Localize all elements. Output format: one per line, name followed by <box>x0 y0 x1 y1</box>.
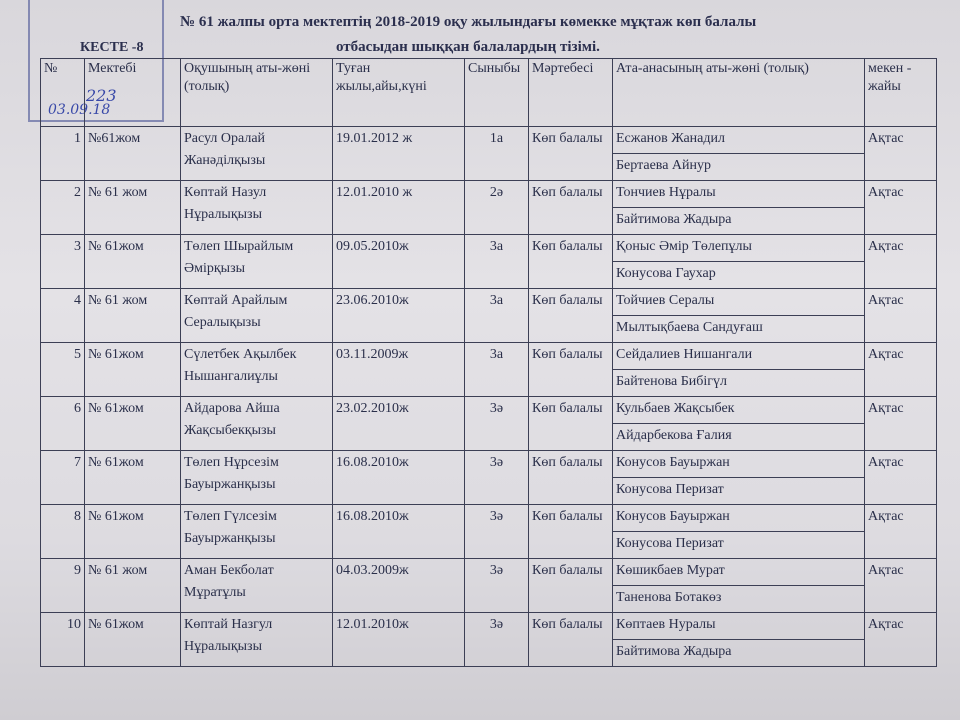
title-line-2: отбасыдан шыққан балалардың тізімі. <box>336 39 600 55</box>
row-parents <box>613 397 865 451</box>
row-parents <box>613 343 865 397</box>
row-class: 3ә <box>465 505 529 559</box>
row-father: Конусов Бауыржан <box>613 505 864 532</box>
table-row <box>41 289 937 343</box>
row-mother: Конусова Перизат <box>616 536 724 551</box>
row-address: Ақтас <box>865 343 937 397</box>
row-class: 1а <box>465 127 529 181</box>
header-student-name: Оқушының аты-жөні (толық) <box>181 59 333 127</box>
row-birth-date: 16.08.2010ж <box>333 451 465 505</box>
row-birth-date: 12.01.2010ж <box>333 613 465 667</box>
row-mother: Мылтықбаева Сандуғаш <box>616 320 763 335</box>
row-student-name: Төлеп Шырайлым Әмірқызы <box>181 235 333 289</box>
row-birth-date: 23.06.2010ж <box>333 289 465 343</box>
row-school: № 61 жом <box>85 559 181 613</box>
row-mother: Бертаева Айнур <box>616 158 712 173</box>
row-address: Ақтас <box>865 289 937 343</box>
row-birth-date: 19.01.2012 ж <box>333 127 465 181</box>
row-father: Конусов Бауыржан <box>613 451 864 478</box>
row-class: 3а <box>465 235 529 289</box>
row-student-name: Сүлетбек Ақылбек Нышангалиұлы <box>181 343 333 397</box>
row-father: Қоныс Әмір Төлепұлы <box>613 235 864 262</box>
row-school: № 61 жом <box>85 289 181 343</box>
row-status: Көп балалы <box>529 505 613 559</box>
handwritten-date: 03.09.18 <box>48 102 111 118</box>
row-status: Көп балалы <box>529 127 613 181</box>
row-student-name: Көптай Назгул Нұралықызы <box>181 613 333 667</box>
row-father: Тончиев Нұралы <box>613 181 864 208</box>
row-mother: Конусова Гаухар <box>616 266 716 281</box>
row-school: № 61жом <box>85 397 181 451</box>
row-status: Көп балалы <box>529 397 613 451</box>
row-school: № 61жом <box>85 613 181 667</box>
row-number: 9 <box>41 559 85 613</box>
row-status: Көп балалы <box>529 289 613 343</box>
header-no: № <box>41 59 85 127</box>
header-class: Сыныбы <box>465 59 529 127</box>
row-birth-date: 12.01.2010 ж <box>333 181 465 235</box>
title-line-1: № 61 жалпы орта мектептің 2018-2019 оқу жылындағы көмекке мұқтаж көп балалы <box>180 14 757 30</box>
table-row <box>41 235 937 289</box>
row-class: 3а <box>465 289 529 343</box>
table-row <box>41 613 937 667</box>
row-address: Ақтас <box>865 235 937 289</box>
row-mother: Байтимова Жадыра <box>616 644 732 659</box>
table-row <box>41 181 937 235</box>
row-birth-date: 04.03.2009ж <box>333 559 465 613</box>
row-status: Көп балалы <box>529 235 613 289</box>
row-status: Көп балалы <box>529 181 613 235</box>
header-birth-date: Туған жылы,айы,күні <box>333 59 465 127</box>
row-address: Ақтас <box>865 397 937 451</box>
row-student-name: Айдарова Айша Жақсыбекқызы <box>181 397 333 451</box>
row-status: Көп балалы <box>529 559 613 613</box>
row-mother: Байтимова Жадыра <box>616 212 732 227</box>
row-class: 2ә <box>465 181 529 235</box>
handwritten-number: 223 <box>86 86 117 105</box>
row-school: № 61жом <box>85 451 181 505</box>
row-class: 3ә <box>465 397 529 451</box>
row-parents <box>613 613 865 667</box>
document-title <box>180 14 900 56</box>
table-header-row <box>41 59 937 127</box>
row-class: 3ә <box>465 613 529 667</box>
row-number: 3 <box>41 235 85 289</box>
header-status: Мәртебесі <box>529 59 613 127</box>
row-mother: Айдарбекова Ғалия <box>616 428 732 443</box>
table-row <box>41 397 937 451</box>
students-table <box>40 58 937 667</box>
row-number: 4 <box>41 289 85 343</box>
row-father: Көптаев Нуралы <box>613 613 864 640</box>
row-number: 6 <box>41 397 85 451</box>
row-status: Көп балалы <box>529 613 613 667</box>
row-number: 2 <box>41 181 85 235</box>
row-number: 7 <box>41 451 85 505</box>
row-student-name: Аман Бекболат Мұратұлы <box>181 559 333 613</box>
row-school: № 61жом <box>85 505 181 559</box>
row-number: 8 <box>41 505 85 559</box>
header-school: Мектебі <box>85 59 181 127</box>
row-father: Көшикбаев Мурат <box>613 559 864 586</box>
row-student-name: Төлеп Нұрсезім Бауыржанқызы <box>181 451 333 505</box>
row-class: 3ә <box>465 451 529 505</box>
row-student-name: Көптай Назул Нұралықызы <box>181 181 333 235</box>
row-father: Кульбаев Жақсыбек <box>613 397 864 424</box>
row-student-name: Көптай Арайлым Сералықызы <box>181 289 333 343</box>
table-row <box>41 559 937 613</box>
table-label: КЕСТЕ -8 <box>80 40 144 55</box>
row-mother: Байтенова Бибігүл <box>616 374 727 389</box>
row-number: 1 <box>41 127 85 181</box>
row-mother: Конусова Перизат <box>616 482 724 497</box>
row-status: Көп балалы <box>529 451 613 505</box>
table-row <box>41 127 937 181</box>
row-parents <box>613 235 865 289</box>
row-school: № 61жом <box>85 343 181 397</box>
row-student-name: Расул Оралай Жанәділқызы <box>181 127 333 181</box>
row-birth-date: 03.11.2009ж <box>333 343 465 397</box>
header-address: мекен - жайы <box>865 59 937 127</box>
row-father: Есжанов Жанадил <box>613 127 864 154</box>
row-father: Сейдалиев Нишангали <box>613 343 864 370</box>
row-parents <box>613 289 865 343</box>
row-number: 10 <box>41 613 85 667</box>
row-number: 5 <box>41 343 85 397</box>
row-birth-date: 23.02.2010ж <box>333 397 465 451</box>
row-address: Ақтас <box>865 613 937 667</box>
row-class: 3ә <box>465 559 529 613</box>
row-school: № 61жом <box>85 235 181 289</box>
row-address: Ақтас <box>865 559 937 613</box>
row-birth-date: 16.08.2010ж <box>333 505 465 559</box>
row-birth-date: 09.05.2010ж <box>333 235 465 289</box>
row-address: Ақтас <box>865 127 937 181</box>
row-status: Көп балалы <box>529 343 613 397</box>
header-parents: Ата-анасының аты-жөні (толық) <box>613 59 865 127</box>
row-school: №61жом <box>85 127 181 181</box>
row-parents <box>613 505 865 559</box>
row-parents <box>613 559 865 613</box>
table-row <box>41 451 937 505</box>
row-parents <box>613 127 865 181</box>
row-student-name: Төлеп Гүлсезім Бауыржанқызы <box>181 505 333 559</box>
table-row <box>41 505 937 559</box>
table-row <box>41 343 937 397</box>
row-address: Ақтас <box>865 181 937 235</box>
row-parents <box>613 181 865 235</box>
row-address: Ақтас <box>865 505 937 559</box>
row-father: Тойчиев Сералы <box>613 289 864 316</box>
row-address: Ақтас <box>865 451 937 505</box>
row-school: № 61 жом <box>85 181 181 235</box>
row-mother: Таненова Ботакөз <box>616 590 722 605</box>
row-parents <box>613 451 865 505</box>
row-class: 3а <box>465 343 529 397</box>
